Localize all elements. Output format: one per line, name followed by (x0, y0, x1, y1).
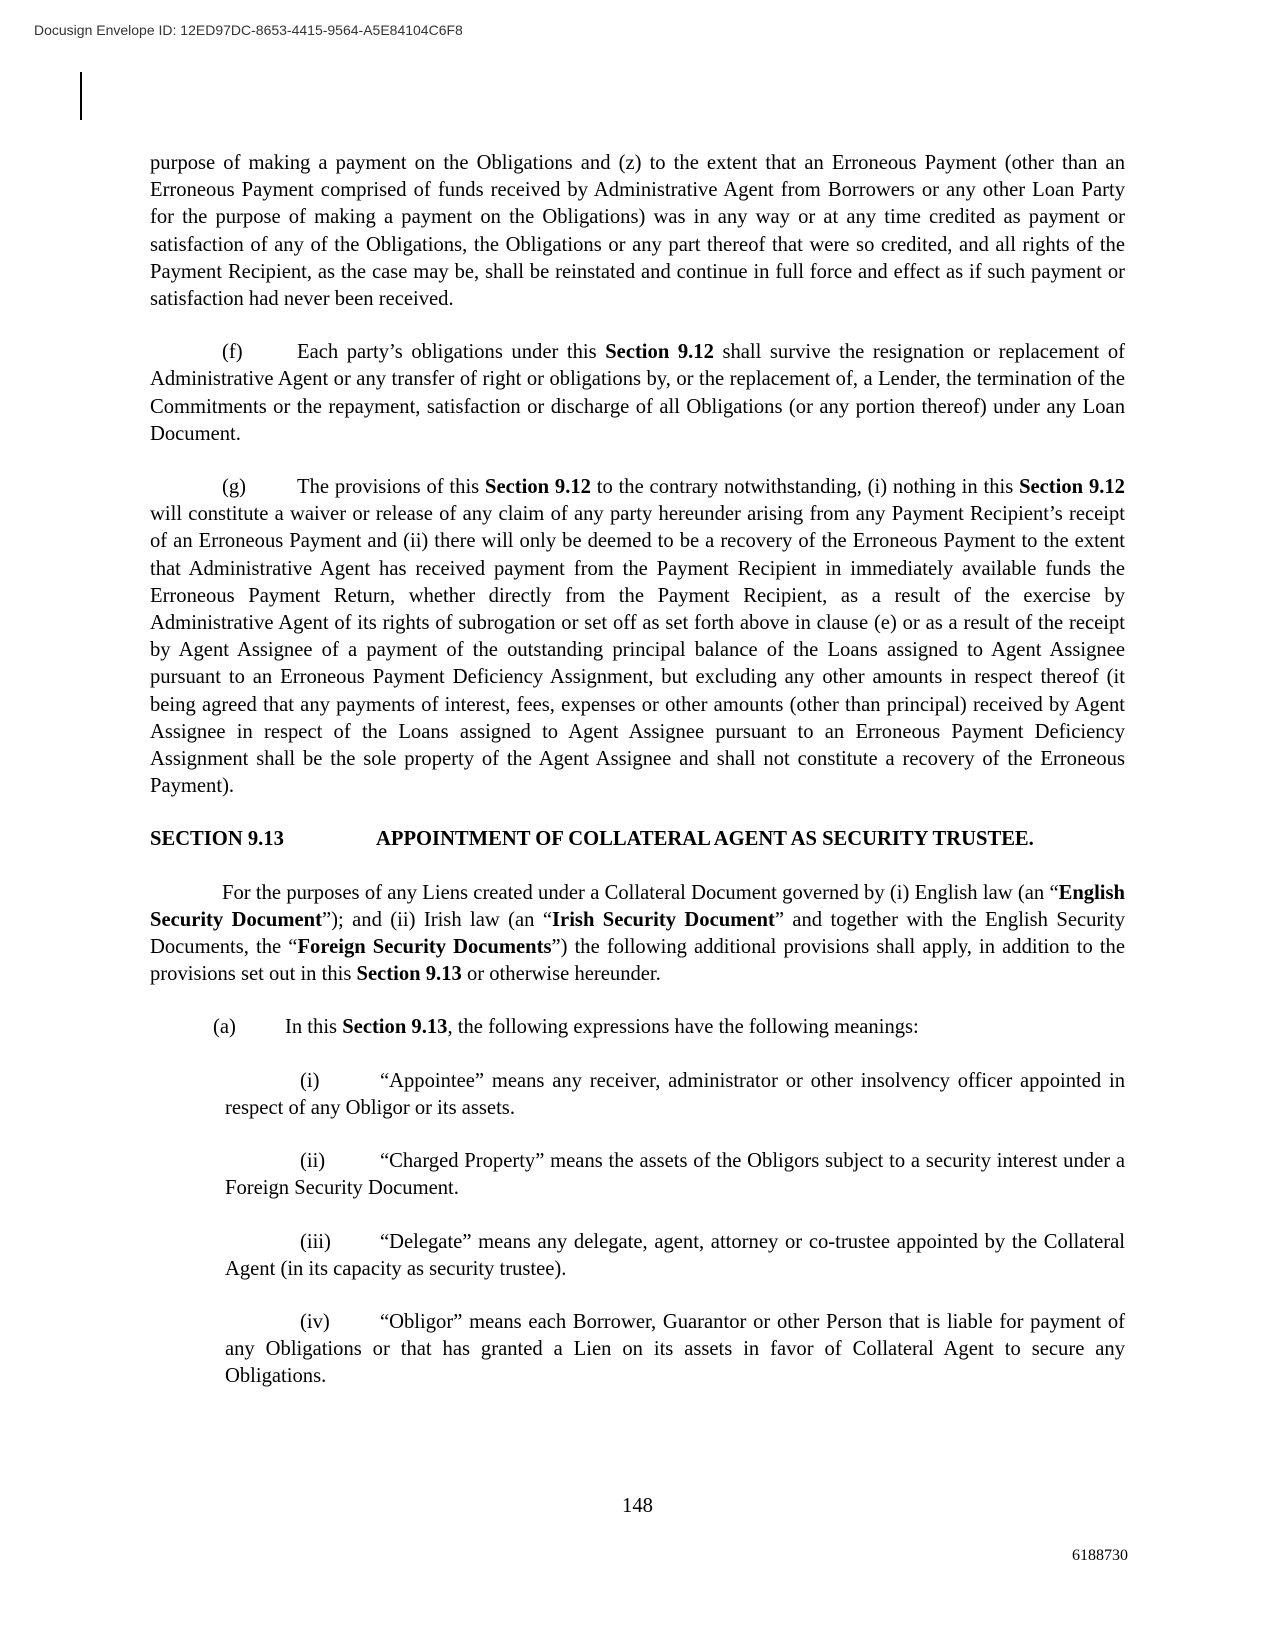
section-reference: Section 9.12 (485, 476, 591, 499)
document-body (150, 150, 1125, 1391)
paragraph-f: (f) Each party’s obligations under this Section 9.12 shall survive the resignation or replacement of Administrative Agent or any transfer of right or obligations by, or the replacement of, a Lender, the termination of the Commitments or the repayment, satisfaction or discharge of all Obligations (or any portion thereof) under any Loan Document. (150, 341, 1125, 445)
clause-label-g: (g) (222, 476, 247, 499)
clause-label-a: (a) (213, 1016, 236, 1039)
definition-label: (i) (300, 1069, 320, 1092)
section-title: APPOINTMENT OF COLLATERAL AGENT AS SECURITY TRUSTEE. (376, 828, 1034, 851)
document-id: 6188730 (1072, 1547, 1128, 1564)
envelope-id: Docusign Envelope ID: 12ED97DC-8653-4415-9564-A5E84104C6F8 (34, 22, 463, 38)
section-reference: Section 9.12 (605, 341, 714, 364)
clause-label-f: (f) (222, 341, 243, 364)
section-number: SECTION 9.13 (150, 828, 284, 851)
definition-obligor: (iv) “Obligor” means each Borrower, Guarantor or other Person that is liable for payment of any Obligations or that has granted a Lien on its assets in favor of Collateral Agent to secure any Obligations. (225, 1310, 1125, 1388)
definition-appointee: (i) “Appointee” means any receiver, administrator or other insolvency officer appointed in respect of any Obligor or its assets. (225, 1069, 1125, 1119)
section-heading (150, 826, 1125, 853)
definition-delegate: (iii) “Delegate” means any delegate, agent, attorney or co-trustee appointed by the Collateral Agent (in its capacity as security trustee). (225, 1230, 1125, 1280)
section-reference: Section 9.13 (356, 963, 462, 986)
page-number: 148 (622, 1495, 653, 1517)
definition-charged-property: (ii) “Charged Property” means the assets of the Obligors subject to a security interest under a Foreign Security Document. (225, 1150, 1125, 1200)
paragraph-g: (g) The provisions of this Section 9.12 to the contrary notwithstanding, (i) nothing in this Section 9.12 will constitute a waiver or release of any claim of any party hereunder arising from any Payment Recipient’s receipt of an Erroneous Payment and (ii) there will only be deemed to be a recovery of the Erroneous Payment to the extent that Administrative Agent has received payment from the Payment Recipient in immediately available funds the Erroneous Payment Return, whether directly from the Payment Recipient, as a result of the exercise by Administrative Agent of its rights of subrogation or set off as set forth above in clause (e) or as a result of the receipt by Agent Assignee of a payment of the outstanding principal balance of the Loans assigned to Agent Assignee pursuant to an Erroneous Payment Deficiency Assignment, but excluding any other amounts in respect thereof (it being agreed that any payments of interest, fees, expenses or other amounts (other than principal) received by Agent Assignee in respect of the Loans assigned to Agent Assignee pursuant to an Erroneous Payment Deficiency Assignment shall be the sole property of the Agent Assignee and shall not constitute a recovery of the Erroneous Payment). (150, 476, 1125, 798)
paragraph-continuation: purpose of making a payment on the Obligations and (z) to the extent that an Erroneous Payment (other than an Erroneous Payment comprised of funds received by Administrative Agent from Borrowers or any other Loan Party for the purpose of making a payment on the Obligations) was in any way or at any time credited as payment or satisfaction of any of the Obligations, the Obligations or any part thereof that were so credited, and all rights of the Payment Recipient, as the case may be, shall be reinstated and continue in full force and effect as if such payment or satisfaction had never been received. (150, 152, 1125, 311)
defined-term: Foreign Security Documents (297, 936, 552, 959)
revision-bar (80, 72, 82, 120)
section-reference: Section 9.13 (342, 1016, 448, 1039)
defined-term: Irish Security Document (552, 908, 775, 931)
definition-label: (iv) (300, 1310, 330, 1333)
section-reference: Section 9.12 (1019, 476, 1125, 499)
paragraph-a: (a) In this Section 9.13, the following expressions have the following meanings: (150, 1014, 1125, 1041)
paragraph-intro: For the purposes of any Liens created under a Collateral Document governed by (i) English law (an “English Security Document”); and (ii) Irish law (an “Irish Security Document” and together with the English Security Documents, the “Foreign Security Documents”) the following additional provisions shall apply, in addition to the provisions set out in this Section 9.13 or otherwise hereunder. (150, 881, 1125, 986)
definition-label: (iii) (300, 1230, 331, 1253)
defined-term: English Security Document (150, 881, 1125, 931)
definition-label: (ii) (300, 1150, 326, 1173)
